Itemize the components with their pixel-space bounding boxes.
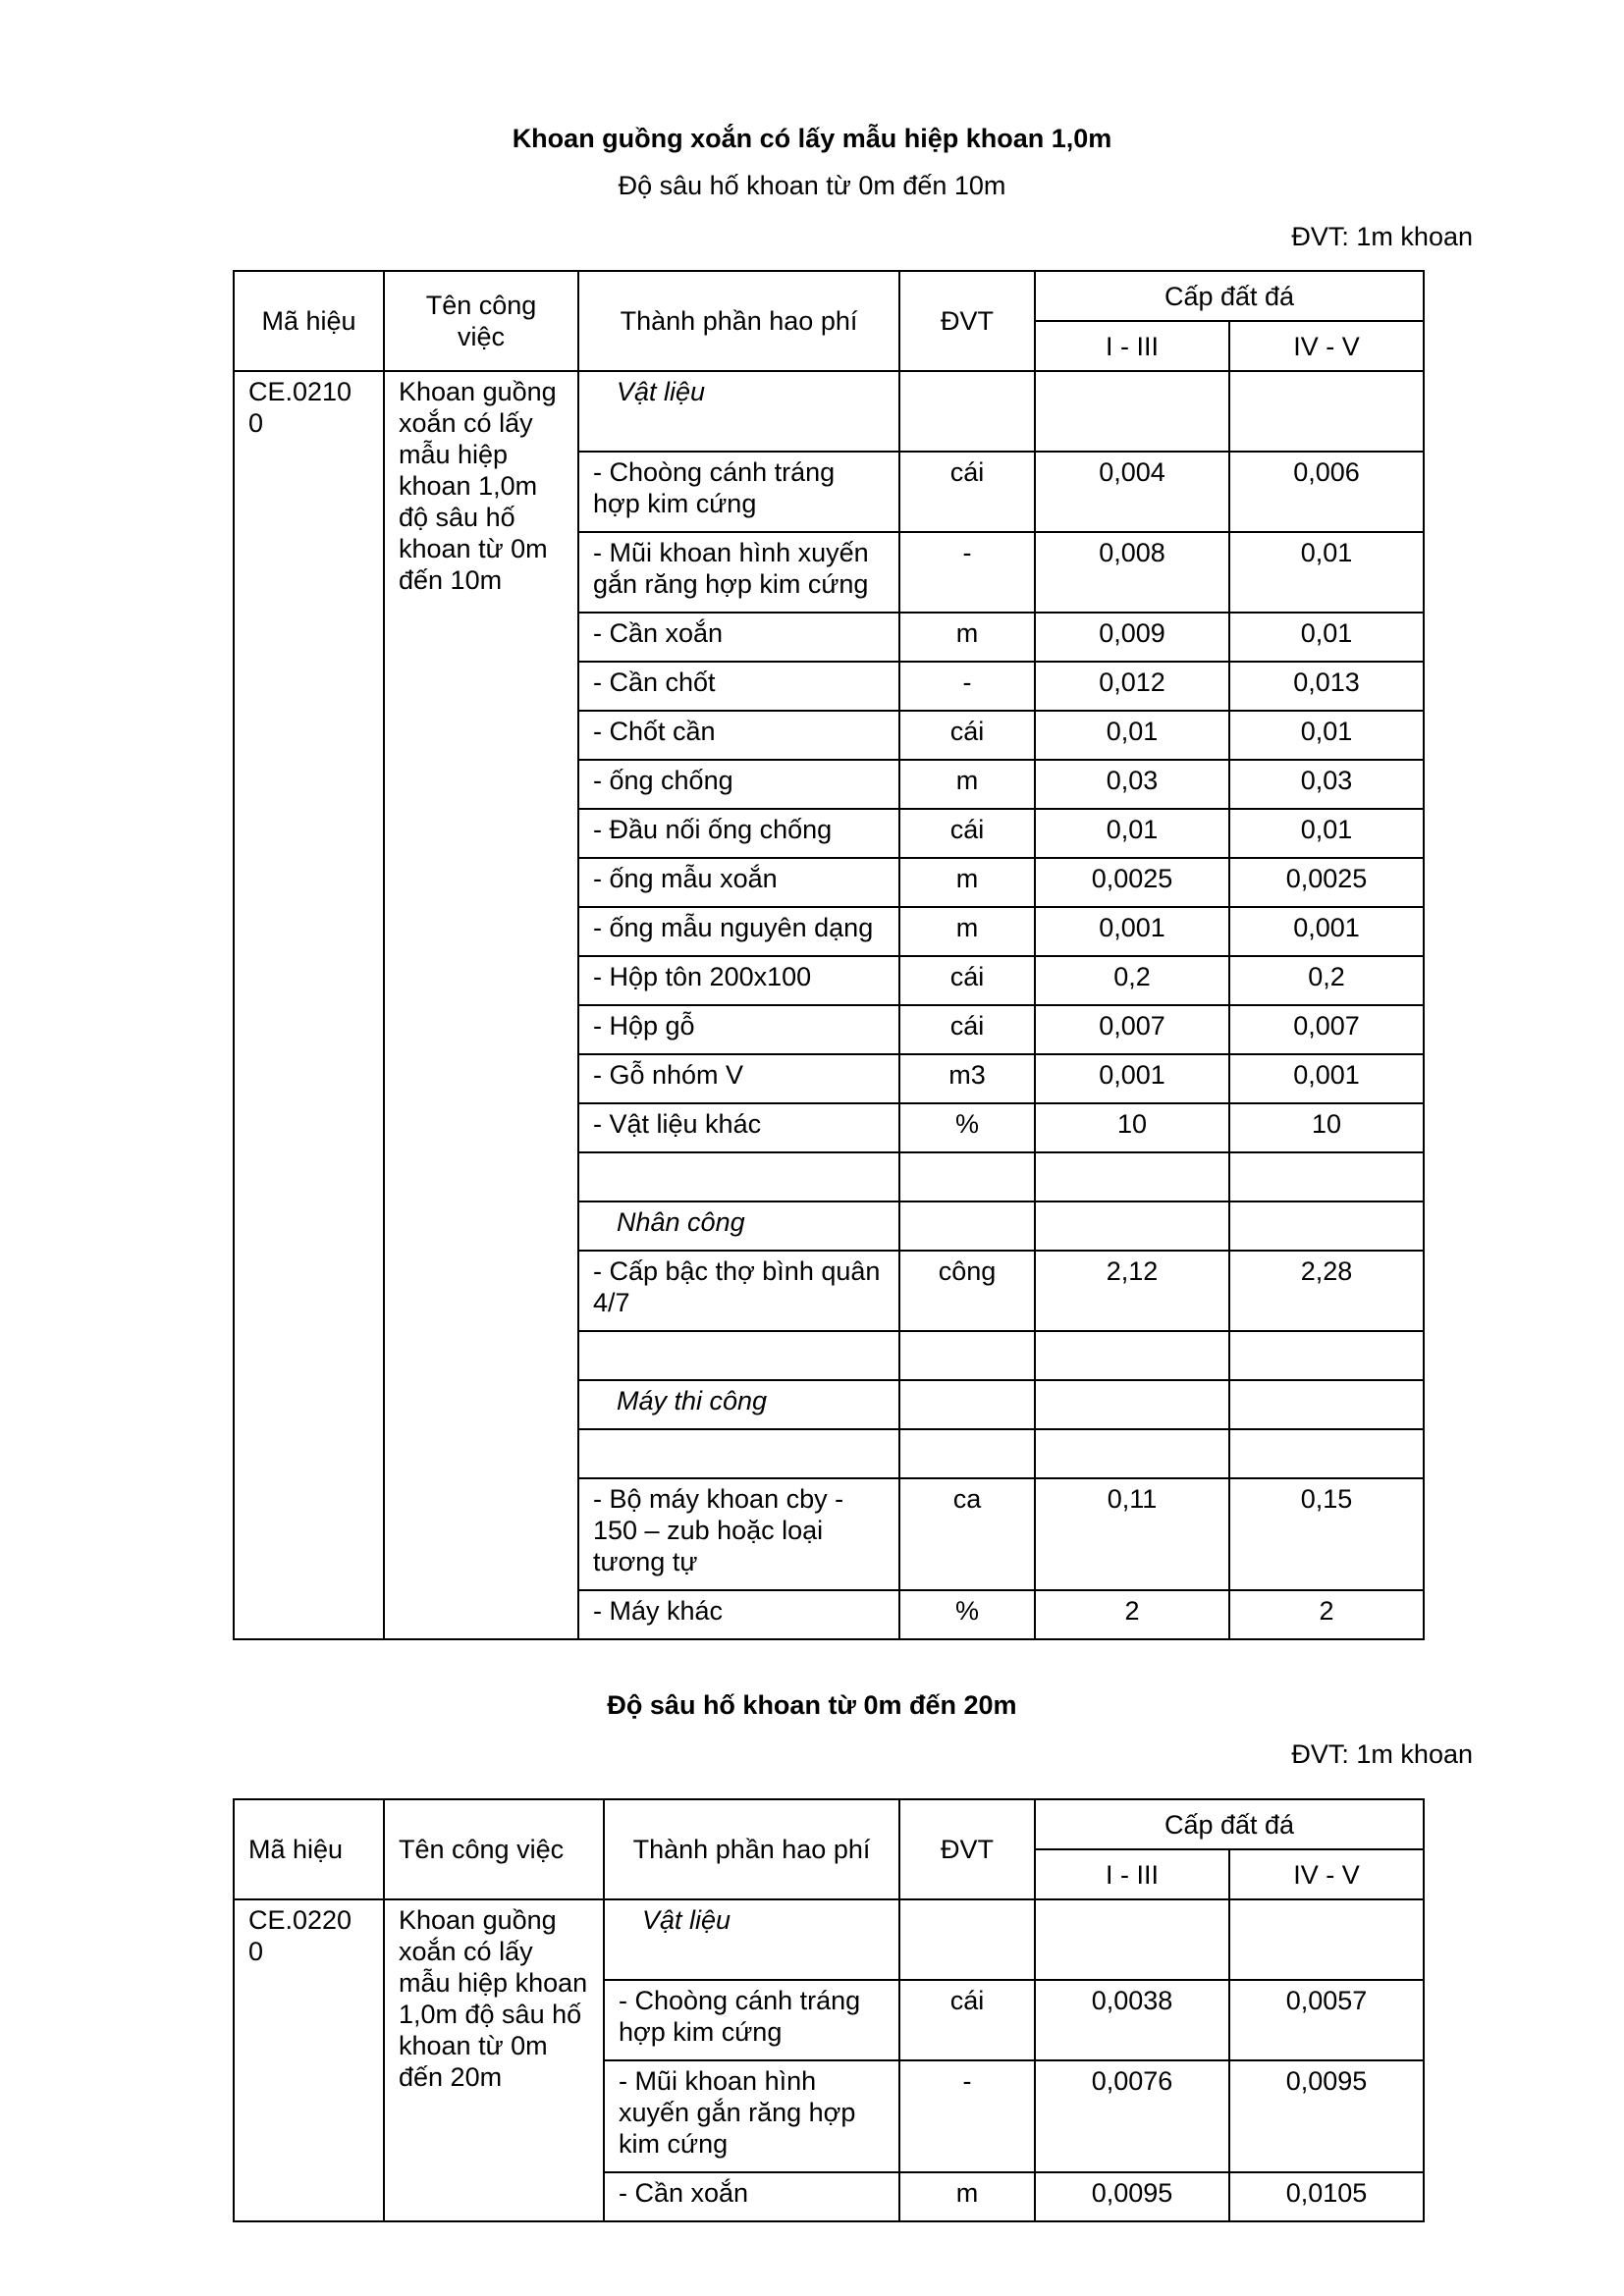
value-grade-1 (1035, 1429, 1229, 1478)
header-grade-2: IV - V (1229, 321, 1424, 371)
section2-unit: ĐVT: 1m khoan (1291, 1739, 1473, 1769)
cost-unit (899, 1899, 1035, 1980)
value-grade-2: 0,007 (1229, 1005, 1424, 1054)
cost-item: - Gỗ nhóm V (578, 1054, 899, 1103)
value-grade-1 (1035, 1380, 1229, 1429)
cost-item: - ống chống (578, 760, 899, 809)
cost-item: - Vật liệu khác (578, 1103, 899, 1152)
value-grade-1: 0,008 (1035, 532, 1229, 613)
cost-unit (899, 1152, 1035, 1201)
value-grade-1: 0,2 (1035, 956, 1229, 1005)
cost-item: - Cấp bậc thợ bình quân 4/7 (578, 1251, 899, 1331)
cost-item: - ống mẫu xoắn (578, 858, 899, 907)
cost-unit: - (899, 2060, 1035, 2172)
norm-table-1 (233, 270, 1425, 1640)
header-code: Mã hiệu (234, 271, 384, 371)
value-grade-2: 0,0105 (1229, 2172, 1424, 2221)
cost-unit: cái (899, 1005, 1035, 1054)
section1-title: Khoan guồng xoắn có lấy mẫu hiệp khoan 1,0m (512, 124, 1112, 153)
value-grade-2: 0,03 (1229, 760, 1424, 809)
cost-unit: cái (899, 1980, 1035, 2060)
value-grade-1: 0,004 (1035, 452, 1229, 532)
cost-item: Nhân công (578, 1201, 899, 1251)
header-unit: ĐVT (899, 271, 1035, 371)
section1-unit: ĐVT: 1m khoan (1291, 222, 1473, 251)
cost-unit (899, 1429, 1035, 1478)
cost-unit: m (899, 613, 1035, 662)
cost-item: - Choòng cánh tráng hợp kim cứng (604, 1980, 899, 2060)
value-grade-2: 0,013 (1229, 662, 1424, 711)
cost-unit (899, 371, 1035, 452)
value-grade-2: 0,006 (1229, 452, 1424, 532)
value-grade-2: 10 (1229, 1103, 1424, 1152)
cost-item: - Hộp gỗ (578, 1005, 899, 1054)
value-grade-1: 2 (1035, 1590, 1229, 1639)
cost-unit: m (899, 760, 1035, 809)
cost-item (578, 1429, 899, 1478)
value-grade-1: 0,03 (1035, 760, 1229, 809)
value-grade-1: 0,007 (1035, 1005, 1229, 1054)
value-grade-1: 0,0025 (1035, 858, 1229, 907)
header-work: Tên công việc (384, 271, 578, 371)
value-grade-2: 0,0057 (1229, 1980, 1424, 2060)
value-grade-2: 0,0025 (1229, 858, 1424, 907)
value-grade-1: 0,11 (1035, 1478, 1229, 1590)
cost-unit (899, 1331, 1035, 1380)
header-grade: Cấp đất đá (1035, 271, 1424, 321)
table-row (234, 371, 1424, 452)
header-grade-1: I - III (1035, 1849, 1229, 1899)
cost-unit (899, 1201, 1035, 1251)
value-grade-1: 0,012 (1035, 662, 1229, 711)
value-grade-2 (1229, 1201, 1424, 1251)
cost-unit: cái (899, 956, 1035, 1005)
header-code: Mã hiệu (234, 1799, 384, 1899)
cost-unit: ca (899, 1478, 1035, 1590)
value-grade-2: 0,01 (1229, 711, 1424, 760)
work-name: Khoan guồng xoắn có lấy mẫu hiệp khoan 1,0m độ sâu hố khoan từ 0m đến 20m (384, 1899, 604, 2221)
value-grade-2: 0,15 (1229, 1478, 1424, 1590)
cost-unit: m (899, 858, 1035, 907)
work-code: CE.0210 0 (234, 371, 384, 1639)
header-grade: Cấp đất đá (1035, 1799, 1424, 1849)
cost-item (578, 1152, 899, 1201)
cost-unit (899, 1380, 1035, 1429)
value-grade-2 (1229, 1380, 1424, 1429)
header-unit: ĐVT (899, 1799, 1035, 1899)
section1-subtitle: Độ sâu hố khoan từ 0m đến 10m (618, 171, 1006, 200)
value-grade-2: 2 (1229, 1590, 1424, 1639)
cost-item: Vật liệu (578, 371, 899, 452)
value-grade-1: 0,01 (1035, 711, 1229, 760)
value-grade-2: 2,28 (1229, 1251, 1424, 1331)
cost-unit: m (899, 2172, 1035, 2221)
value-grade-2: 0,0095 (1229, 2060, 1424, 2172)
value-grade-1 (1035, 1899, 1229, 1980)
cost-item: - Cần xoắn (604, 2172, 899, 2221)
norm-table-2 (233, 1798, 1425, 2222)
value-grade-1: 0,009 (1035, 613, 1229, 662)
table-header-row (234, 1799, 1424, 1849)
cost-item: - ống mẫu nguyên dạng (578, 907, 899, 956)
value-grade-1 (1035, 1201, 1229, 1251)
value-grade-1: 0,001 (1035, 907, 1229, 956)
cost-unit: công (899, 1251, 1035, 1331)
value-grade-1 (1035, 1152, 1229, 1201)
cost-unit: cái (899, 452, 1035, 532)
cost-unit: - (899, 662, 1035, 711)
cost-unit: % (899, 1103, 1035, 1152)
cost-unit: cái (899, 711, 1035, 760)
value-grade-1: 0,0038 (1035, 1980, 1229, 2060)
cost-item (578, 1331, 899, 1380)
value-grade-1: 2,12 (1035, 1251, 1229, 1331)
cost-item: Vật liệu (604, 1899, 899, 1980)
work-name: Khoan guồng xoắn có lấy mẫu hiệp khoan 1,0m độ sâu hố khoan từ 0m đến 10m (384, 371, 578, 1639)
value-grade-2: 0,01 (1229, 532, 1424, 613)
value-grade-2: 0,001 (1229, 1054, 1424, 1103)
value-grade-2: 0,01 (1229, 809, 1424, 858)
value-grade-2: 0,001 (1229, 907, 1424, 956)
cost-unit: - (899, 532, 1035, 613)
work-code: CE.0220 0 (234, 1899, 384, 2221)
value-grade-1 (1035, 1331, 1229, 1380)
table-row (234, 1899, 1424, 1980)
cost-item: - Mũi khoan hình xuyến gắn răng hợp kim cứng (604, 2060, 899, 2172)
cost-item: - Bộ máy khoan cby - 150 – zub hoặc loại tương tự (578, 1478, 899, 1590)
cost-item: - Đầu nối ống chống (578, 809, 899, 858)
cost-item: - Máy khác (578, 1590, 899, 1639)
header-grade-2: IV - V (1229, 1849, 1424, 1899)
value-grade-1: 0,0095 (1035, 2172, 1229, 2221)
cost-unit: m (899, 907, 1035, 956)
header-grade-1: I - III (1035, 321, 1229, 371)
cost-unit: cái (899, 809, 1035, 858)
header-cost: Thành phần hao phí (604, 1799, 899, 1899)
value-grade-2: 0,2 (1229, 956, 1424, 1005)
section2-title: Độ sâu hố khoan từ 0m đến 20m (607, 1690, 1017, 1720)
value-grade-1: 10 (1035, 1103, 1229, 1152)
cost-item: - Mũi khoan hình xuyến gắn răng hợp kim cứng (578, 532, 899, 613)
value-grade-2 (1229, 371, 1424, 452)
value-grade-1: 0,0076 (1035, 2060, 1229, 2172)
value-grade-2 (1229, 1899, 1424, 1980)
cost-item: - Hộp tôn 200x100 (578, 956, 899, 1005)
value-grade-2 (1229, 1152, 1424, 1201)
cost-item: - Cần chốt (578, 662, 899, 711)
value-grade-1 (1035, 371, 1229, 452)
cost-item: - Chốt cần (578, 711, 899, 760)
cost-item: - Cần xoắn (578, 613, 899, 662)
cost-item: Máy thi công (578, 1380, 899, 1429)
header-work: Tên công việc (384, 1799, 604, 1899)
value-grade-2 (1229, 1331, 1424, 1380)
cost-item: - Choòng cánh tráng hợp kim cứng (578, 452, 899, 532)
value-grade-2 (1229, 1429, 1424, 1478)
value-grade-2: 0,01 (1229, 613, 1424, 662)
header-cost: Thành phần hao phí (578, 271, 899, 371)
value-grade-1: 0,01 (1035, 809, 1229, 858)
cost-unit: % (899, 1590, 1035, 1639)
table-header-row (234, 271, 1424, 321)
cost-unit: m3 (899, 1054, 1035, 1103)
value-grade-1: 0,001 (1035, 1054, 1229, 1103)
